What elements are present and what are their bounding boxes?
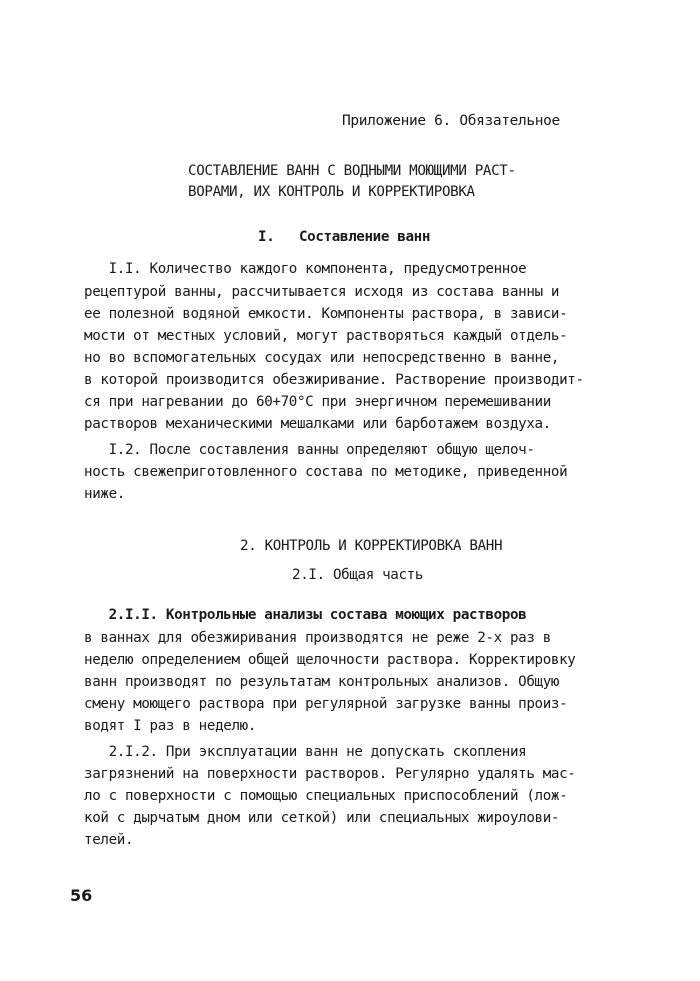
paragraph-2-1-2-line: ло с поверхности с помощью специальных приспособлений (лож-	[84, 788, 568, 804]
paragraph-2-1-2-line: загрязнений на поверхности растворов. Регулярно удалять мас-	[84, 766, 576, 782]
paragraph-1-1-line: I.I. Количество каждого компонента, предусмотренное	[84, 261, 527, 277]
paragraph-2-1-1-line: водят I раз в неделю.	[84, 718, 257, 734]
document-title-line-1: СОСТАВЛЕНИЕ ВАНН С ВОДНЫМИ МОЮЩИМИ РАСТ-	[188, 163, 516, 179]
appendix-label: Приложение 6. Обязательное	[342, 113, 560, 129]
subsection-2-1-heading: 2.I. Общая часть	[292, 567, 424, 583]
paragraph-1-1-line: рецептурой ванны, рассчитывается исходя из состава ванны и	[84, 284, 560, 300]
paragraph-2-1-2-line: кой с дырчатым дном или сеткой) или специальных жироулови-	[84, 810, 560, 826]
paragraph-1-1-line: растворов механическими мешалками или барботажем воздуха.	[84, 416, 551, 432]
paragraph-1-1-line: но во вспомогательных сосудах или непосредственно в ванне,	[84, 350, 560, 366]
paragraph-1-1-line: мости от местных условий, могут растворяться каждый отдель-	[84, 328, 568, 344]
page-number: 56	[70, 886, 93, 905]
paragraph-2-1-1-line: смену моющего раствора при регулярной загрузке ванны произ-	[84, 696, 568, 712]
section-1-heading: I. Составление ванн	[258, 229, 431, 245]
paragraph-1-2-line: I.2. После составления ванны определяют общую щелоч-	[84, 442, 535, 458]
paragraph-2-1-1-line: в ваннах для обезжиривания производятся не реже 2-х раз в	[84, 630, 551, 646]
paragraph-1-1-line: в которой производится обезжиривание. Растворение производит-	[84, 372, 584, 388]
paragraph-2-1-1-line: ванн производят по результатам контрольных анализов. Общую	[84, 674, 560, 690]
paragraph-2-1-1-line: неделю определением общей щелочности раствора. Корректировку	[84, 652, 576, 668]
paragraph-2-1-1-line: 2.I.I. Контрольные анализы состава моющих растворов	[84, 607, 527, 623]
paragraph-1-2-line: ниже.	[84, 486, 125, 502]
document-title-line-2: ВОРАМИ, ИХ КОНТРОЛЬ И КОРРЕКТИРОВКА	[188, 184, 475, 200]
paragraph-2-1-2-line: телей.	[84, 832, 134, 848]
paragraph-1-1-line: ся при нагревании до 60+70°С при энергичном перемешивании	[84, 394, 551, 410]
paragraph-1-1-line: ее полезной водяной емкости. Компоненты раствора, в зависи-	[84, 306, 568, 322]
paragraph-1-2-line: ность свежеприготовленного состава по методике, приведенной	[84, 464, 568, 480]
paragraph-2-1-2-line: 2.I.2. При эксплуатации ванн не допускать скопления	[84, 744, 527, 760]
section-2-heading: 2. КОНТРОЛЬ И КОРРЕКТИРОВКА ВАНН	[240, 538, 503, 554]
